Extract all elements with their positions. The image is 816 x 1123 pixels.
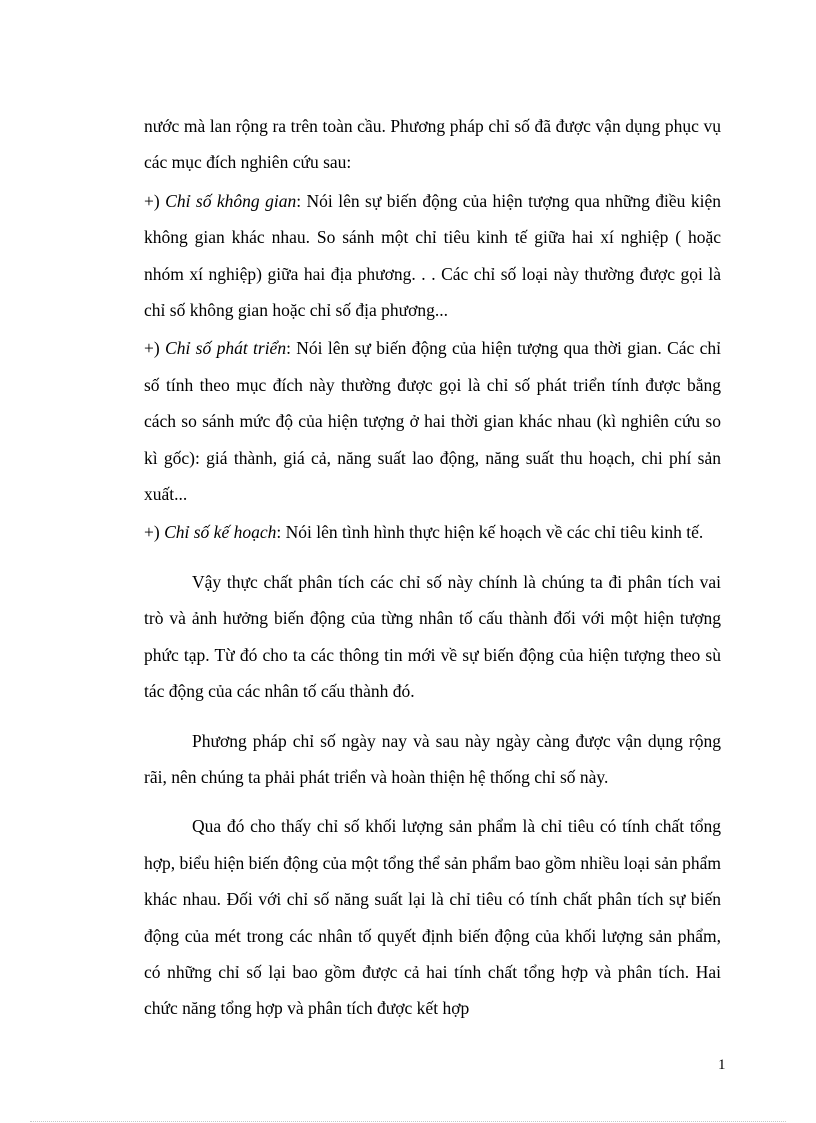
term-spatial-index: Chỉ số không gian bbox=[165, 190, 297, 211]
term-plan-index: Chỉ số kế hoạch bbox=[164, 522, 277, 543]
paragraph-intro: nước mà lan rộng ra trên toàn cầu. Phương pháp chỉ số đã được vận dụng phục vụ các mục đích nghiên cứu sau: bbox=[144, 116, 721, 173]
definition-spatial-index: : Nói lên sự biến động của hiện tượng qua những điều kiện không gian khác nhau. So sánh một chỉ tiêu kinh tế giữa hai xí nghiệp ( hoặc nhóm xí nghiệp) giữa hai địa phương. . . Các chỉ số loại này thường được gọi là chỉ số không gian hoặc chỉ số địa phương... bbox=[144, 190, 721, 321]
page-bottom-divider bbox=[30, 1121, 786, 1122]
paragraph-method-outlook: Phương pháp chỉ số ngày nay và sau này ngày càng được vận dụng rộng rãi, nên chúng ta phải phát triển và hoàn thiện hệ thống chỉ số này. bbox=[144, 730, 721, 787]
page-number: 1 bbox=[718, 1057, 726, 1073]
paragraph-plan-index bbox=[144, 514, 721, 550]
bullet-prefix: +) bbox=[144, 190, 166, 211]
document-body bbox=[144, 108, 721, 1027]
paragraph-analysis-essence: Vậy thực chất phân tích các chỉ số này chính là chúng ta đi phân tích vai trò và ảnh hưởng biến động của từng nhân tố cấu thành đối với một hiện tượng phức tạp. Từ đó cho ta các thông tin mới về sự biến động của hiện tượng theo sù tác động của các nhân tố cấu thành đó. bbox=[144, 571, 721, 702]
definition-development-index: : Nói lên sự biến động của hiện tượng qua thời gian. Các chỉ số tính theo mục đích này thường được gọi là chỉ số phát triển tính được bằng cách so sánh mức độ của hiện tượng ở hai thời gian khác nhau (kì nghiên cứu so kì gốc): giá thành, giá cả, năng suất lao động, năng suất thu hoạch, chi phí sản xuất... bbox=[144, 338, 721, 505]
paragraph-spatial-index bbox=[144, 183, 721, 329]
term-development-index: Chỉ số phát triển bbox=[165, 338, 287, 359]
bullet-prefix: +) bbox=[144, 338, 166, 359]
paragraph-development-index bbox=[144, 330, 721, 512]
definition-plan-index: : Nói lên tình hình thực hiện kế hoạch về các chỉ tiêu kinh tế. bbox=[276, 522, 704, 543]
paragraph-conclusion: Qua đó cho thấy chỉ số khối lượng sản phẩm là chỉ tiêu có tính chất tổng hợp, biểu hiện biến động của một tổng thể sản phẩm bao gồm nhiều loại sản phẩm khác nhau. Đối với chỉ số năng suất lại là chỉ tiêu có tính chất phân tích sự biến động của mét trong các nhân tố quyết định biến động của khối lượng sản phẩm, có những chỉ số lại bao gồm được cả hai tính chất tổng hợp và phân tích. Hai chức năng tổng hợp và phân tích được kết hợp bbox=[144, 816, 721, 1019]
bullet-prefix: +) bbox=[144, 522, 165, 543]
